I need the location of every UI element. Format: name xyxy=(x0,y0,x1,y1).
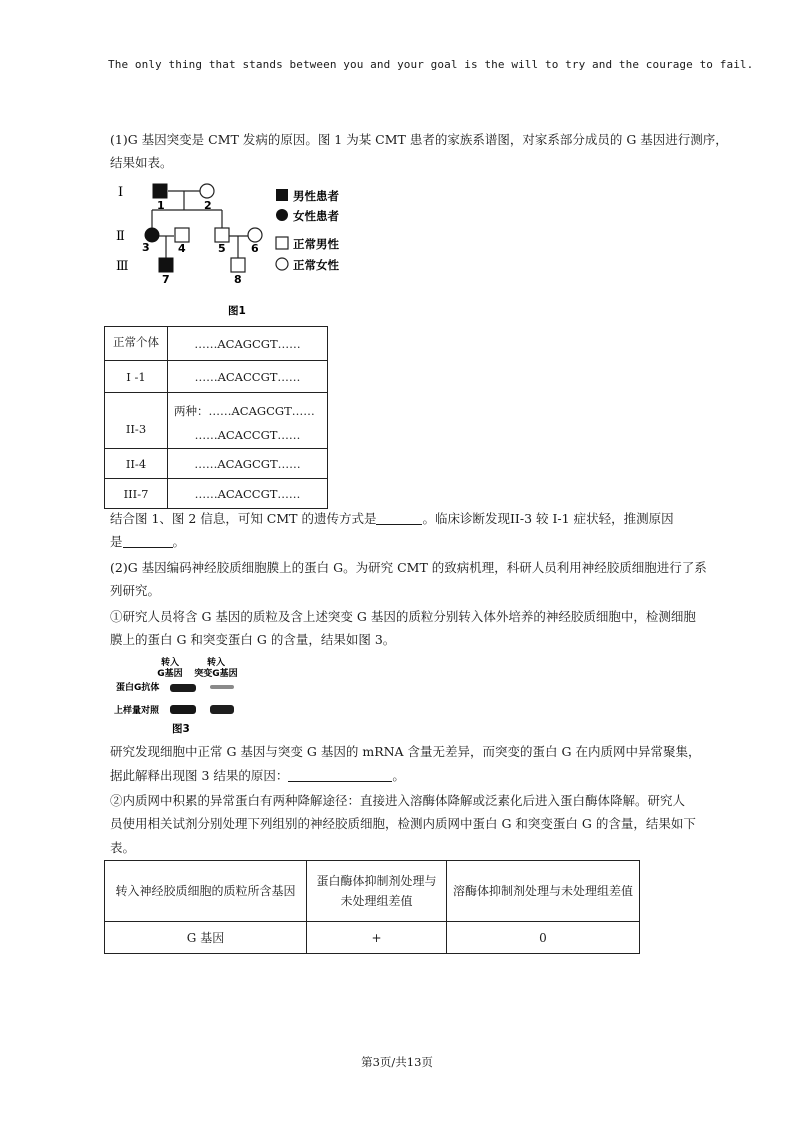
table-cell: G 基因 xyxy=(105,922,307,954)
table-row xyxy=(105,449,328,479)
individual-number: 7 xyxy=(162,273,170,286)
table-cell-label: III-7 xyxy=(105,479,168,509)
sequencing-table xyxy=(104,326,328,509)
legend-normal-male-icon xyxy=(276,237,288,249)
table-cell-seq: ……ACACCGT…… xyxy=(168,479,328,509)
table-row xyxy=(105,922,640,954)
pedigree-i1-affected-male xyxy=(153,184,167,198)
q2-line1: (2)G 基因编码神经胶质细胞膜上的蛋白 G。为研究 CMT 的致病机理，科研人员利用神经胶质细胞进行了系 xyxy=(110,560,707,575)
pedigree-i2-normal-female xyxy=(200,184,214,198)
blot-band xyxy=(170,684,196,692)
text-segment: 据此解释出现图 3 结果的原因： xyxy=(110,768,289,783)
q2-sub2-line3: 表。 xyxy=(110,840,136,855)
table-cell: + xyxy=(307,922,447,954)
table-cell: 0 xyxy=(447,922,640,954)
table-cell-label: II-3 xyxy=(105,393,168,449)
q2-sub2-line2: 员使用相关试剂分别处理下列组别的神经胶质细胞，检测内质网中蛋白 G 和突变蛋白 G 的含量，结果如下 xyxy=(110,816,696,831)
text-segment: 。 xyxy=(172,534,186,549)
answer-blank[interactable] xyxy=(376,510,422,525)
individual-number: 5 xyxy=(218,242,226,255)
q1-after-line1 xyxy=(110,507,674,530)
legend-label: 正常女性 xyxy=(293,258,339,272)
table-cell-label: II-4 xyxy=(105,449,168,479)
blot-column-header: 突变G基因 xyxy=(194,669,238,679)
table-row xyxy=(105,479,328,509)
table-header-cell: 转入神经胶质细胞的质粒所含基因 xyxy=(105,861,307,922)
blot-row-label: 蛋白G抗体 xyxy=(116,683,160,693)
legend-label: 男性患者 xyxy=(293,189,339,203)
seq-value: ……ACAGCGT…… xyxy=(208,404,315,418)
text-segment: 结合图 1、图 2 信息，可知 CMT 的遗传方式是 xyxy=(110,511,377,526)
seq-value-2: ……ACACCGT…… xyxy=(194,428,301,442)
individual-number: 3 xyxy=(142,241,150,254)
individual-number: 8 xyxy=(234,273,242,286)
q2-line2: 列研究。 xyxy=(110,583,161,598)
western-blot-figure xyxy=(110,655,250,737)
q2-sub2-line1: ②内质网中积累的异常蛋白有两种降解途径：直接进入溶酶体降解或泛素化后进入蛋白酶体降解。研究人 xyxy=(110,793,686,808)
figure-3-caption: 图3 xyxy=(172,723,190,735)
pedigree-ii6-normal-female xyxy=(248,228,262,242)
blot-band xyxy=(170,705,196,714)
legend-label: 正常男性 xyxy=(293,237,339,251)
legend-affected-male-icon xyxy=(276,189,288,201)
table-cell-seq xyxy=(168,393,328,449)
q1-line1: (1)G 基因突变是 CMT 发病的原因。图 1 为某 CMT 患者的家族系谱图，对家系部分成员的 G 基因进行测序， xyxy=(110,132,728,147)
header-line: 未处理组差值 xyxy=(340,894,413,908)
individual-number: 4 xyxy=(178,242,186,255)
individual-number: 6 xyxy=(251,242,259,255)
legend-affected-female-icon xyxy=(276,209,288,221)
inhibitor-table xyxy=(104,860,640,954)
q1-after-line2 xyxy=(110,530,185,553)
pedigree-ii4-normal-male xyxy=(175,228,189,242)
q2-sub1-line2: 膜上的蛋白 G 和突变蛋白 G 的含量，结果如图 3。 xyxy=(110,632,396,647)
answer-blank[interactable] xyxy=(288,767,392,782)
generation-label: Ⅲ xyxy=(116,259,129,274)
text-segment: 。 xyxy=(392,768,405,783)
motto-header: The only thing that stands between you and your goal is the will to try and the courage to fail. xyxy=(108,58,754,71)
blot-column-header: 转入 xyxy=(160,658,180,668)
generation-label: Ⅱ xyxy=(116,229,125,244)
text-segment: 。临床诊断发现II-3 较 I-1 症状轻，推测原因 xyxy=(422,511,674,526)
table-cell-seq: ……ACACCGT…… xyxy=(168,361,328,393)
q2-sub1-line1: ①研究人员将含 G 基因的质粒及含上述突变 G 基因的质粒分别转入体外培养的神经胶质细胞中，检测细胞 xyxy=(110,609,696,624)
individual-number: 2 xyxy=(204,199,212,212)
pedigree-figure xyxy=(110,176,370,316)
table-row xyxy=(105,327,328,361)
table-cell-label: I -1 xyxy=(105,361,168,393)
pedigree-iii7-affected-male xyxy=(159,258,173,272)
q1-line2: 结果如表。 xyxy=(110,155,173,170)
individual-number: 1 xyxy=(157,199,165,212)
generation-label: Ⅰ xyxy=(118,185,124,200)
seq-prefix: 两种： xyxy=(174,404,209,418)
q2-after-line2 xyxy=(110,764,405,787)
pedigree-iii8-normal-male xyxy=(231,258,245,272)
blot-column-header: 转入 xyxy=(206,658,226,668)
table-header-cell: 溶酶体抑制剂处理与未处理组差值 xyxy=(447,861,640,922)
q2-after-line1: 研究发现细胞中正常 G 基因与突变 G 基因的 mRNA 含量无差异，而突变的蛋白 G 在内质网中异常聚集， xyxy=(110,744,701,759)
table-cell-seq: ……ACAGCGT…… xyxy=(168,449,328,479)
legend-normal-female-icon xyxy=(276,258,288,270)
blot-band xyxy=(210,705,234,714)
blot-band xyxy=(210,685,234,689)
table-row xyxy=(105,393,328,449)
header-line: 蛋白酶体抑制剂处理与 xyxy=(316,874,437,888)
table-row xyxy=(105,361,328,393)
page-footer: 第3页/共13页 xyxy=(361,1055,433,1069)
table-header-cell xyxy=(307,861,447,922)
pedigree-ii3-affected-female xyxy=(145,228,159,242)
blot-row-label: 上样量对照 xyxy=(114,706,160,716)
pedigree-ii5-normal-male xyxy=(215,228,229,242)
blot-column-header: G基因 xyxy=(157,669,183,679)
table-header-row xyxy=(105,861,640,922)
table-cell-label: 正常个体 xyxy=(105,327,168,361)
legend-label: 女性患者 xyxy=(293,209,339,223)
figure-1-caption: 图1 xyxy=(228,305,246,316)
table-cell-seq: ……ACAGCGT…… xyxy=(168,327,328,361)
text-segment: 是 xyxy=(110,534,123,549)
answer-blank[interactable] xyxy=(123,533,173,548)
